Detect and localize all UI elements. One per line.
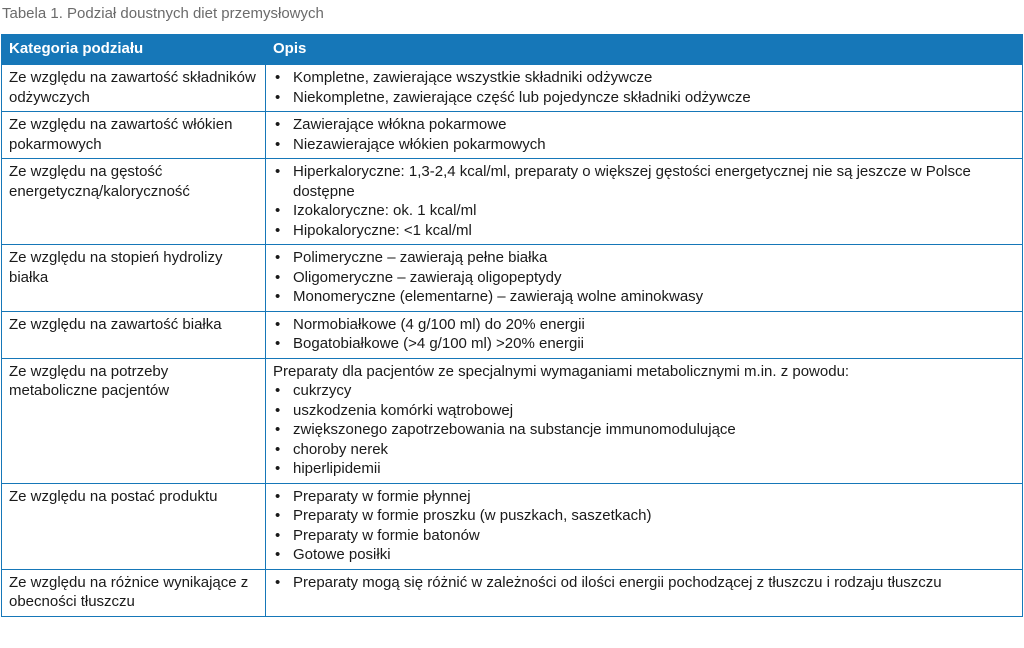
bullet-icon: • bbox=[275, 268, 281, 286]
table-body bbox=[2, 65, 1023, 617]
bullet-item bbox=[273, 268, 1015, 288]
bullet-list bbox=[273, 573, 1015, 593]
bullet-text: Kompletne, zawierające wszystkie składniki odżywcze bbox=[293, 69, 653, 86]
bullet-item bbox=[273, 88, 1015, 108]
bullet-icon: • bbox=[275, 401, 281, 419]
bullet-icon: • bbox=[275, 69, 281, 86]
category-cell: Ze względu na zawartość włókien pokarmowych bbox=[2, 112, 266, 159]
description-cell bbox=[266, 483, 1023, 569]
bullet-list bbox=[273, 68, 1015, 107]
column-header-category: Kategoria podziału bbox=[2, 35, 266, 65]
bullet-text: Preparaty w formie płynnej bbox=[293, 487, 471, 505]
table-row bbox=[2, 65, 1023, 112]
bullet-icon: • bbox=[275, 249, 281, 266]
description-intro: Preparaty dla pacjentów ze specjalnymi wymaganiami metabolicznymi m.in. z powodu: bbox=[273, 362, 850, 380]
description-cell bbox=[266, 159, 1023, 245]
bullet-text: Oligomeryczne – zawierają oligopeptydy bbox=[293, 268, 562, 286]
description-cell bbox=[266, 569, 1023, 616]
bullet-text: Bogatobiałkowe (>4 g/100 ml) >20% energii bbox=[293, 335, 585, 352]
table-row bbox=[2, 569, 1023, 616]
bullet-icon: • bbox=[275, 546, 281, 563]
bullet-item bbox=[273, 68, 1015, 88]
bullet-icon: • bbox=[275, 88, 281, 106]
bullet-text: Niekompletne, zawierające część lub pojedyncze składniki odżywcze bbox=[293, 88, 751, 106]
bullet-text: hiperlipidemii bbox=[293, 460, 381, 477]
category-cell: Ze względu na zawartość białka bbox=[2, 311, 266, 358]
table-caption: Tabela 1. Podział doustnych diet przemysłowych bbox=[2, 5, 324, 22]
category-cell: Ze względu na stopień hydrolizy białka bbox=[2, 245, 266, 312]
bullet-icon: • bbox=[275, 116, 281, 133]
bullet-text: Polimeryczne – zawierają pełne białka bbox=[293, 249, 548, 266]
bullet-list bbox=[273, 115, 1015, 154]
bullet-list bbox=[273, 487, 1015, 565]
bullet-icon: • bbox=[275, 526, 281, 544]
bullet-text: Hipokaloryczne: <1 kcal/ml bbox=[293, 221, 472, 239]
bullet-list bbox=[273, 315, 1015, 354]
bullet-icon: • bbox=[275, 135, 281, 153]
bullet-item bbox=[273, 115, 1015, 135]
bullet-text: choroby nerek bbox=[293, 440, 389, 458]
table-header-row bbox=[2, 35, 1023, 65]
bullet-text: Zawierające włókna pokarmowe bbox=[293, 116, 507, 133]
table-row bbox=[2, 311, 1023, 358]
description-cell bbox=[266, 245, 1023, 312]
category-cell: Ze względu na gęstość energetyczną/kaloryczność bbox=[2, 159, 266, 245]
bullet-item bbox=[273, 287, 1015, 307]
bullet-item bbox=[273, 506, 1015, 526]
bullet-item bbox=[273, 248, 1015, 268]
bullet-icon: • bbox=[275, 421, 281, 438]
bullet-list bbox=[273, 248, 1015, 307]
bullet-item bbox=[273, 526, 1015, 546]
bullet-icon: • bbox=[275, 288, 281, 305]
bullet-text: Gotowe posiłki bbox=[293, 546, 391, 563]
bullet-icon: • bbox=[275, 315, 281, 333]
category-cell: Ze względu na postać produktu bbox=[2, 483, 266, 569]
bullet-item bbox=[273, 135, 1015, 155]
bullet-icon: • bbox=[275, 335, 281, 352]
bullet-text: Hiperkaloryczne: 1,3-2,4 kcal/ml, preparaty o większej gęstości energetycznej nie są jeszcze w Polsce dostępne bbox=[293, 163, 971, 200]
bullet-icon: • bbox=[275, 163, 281, 180]
bullet-item bbox=[273, 573, 1015, 593]
bullet-list bbox=[273, 162, 1015, 240]
bullet-item bbox=[273, 487, 1015, 507]
bullet-icon: • bbox=[275, 382, 281, 399]
bullet-item bbox=[273, 201, 1015, 221]
table-row bbox=[2, 483, 1023, 569]
description-cell bbox=[266, 112, 1023, 159]
table-row bbox=[2, 112, 1023, 159]
bullet-item bbox=[273, 334, 1015, 354]
bullet-item bbox=[273, 440, 1015, 460]
bullet-text: Preparaty w formie proszku (w puszkach, saszetkach) bbox=[293, 507, 652, 524]
column-header-description: Opis bbox=[266, 35, 1023, 65]
bullet-item bbox=[273, 420, 1015, 440]
description-cell bbox=[266, 358, 1023, 483]
category-cell: Ze względu na potrzeby metaboliczne pacjentów bbox=[2, 358, 266, 483]
description-cell bbox=[266, 65, 1023, 112]
bullet-item bbox=[273, 381, 1015, 401]
description-cell bbox=[266, 311, 1023, 358]
table-row bbox=[2, 358, 1023, 483]
bullet-item bbox=[273, 401, 1015, 421]
bullet-icon: • bbox=[275, 573, 281, 591]
bullet-text: Izokaloryczne: ok. 1 kcal/ml bbox=[293, 202, 477, 219]
bullet-icon: • bbox=[275, 507, 281, 524]
bullet-item bbox=[273, 221, 1015, 241]
diet-table bbox=[1, 34, 1023, 617]
bullet-icon: • bbox=[275, 221, 281, 239]
bullet-item bbox=[273, 459, 1015, 479]
bullet-text: Niezawierające włókien pokarmowych bbox=[293, 135, 546, 153]
bullet-text: Normobiałkowe (4 g/100 ml) do 20% energii bbox=[293, 315, 585, 333]
bullet-item bbox=[273, 162, 1015, 201]
bullet-text: uszkodzenia komórki wątrobowej bbox=[293, 401, 514, 419]
bullet-item bbox=[273, 545, 1015, 565]
bullet-text: cukrzycy bbox=[293, 382, 352, 399]
bullet-item bbox=[273, 315, 1015, 335]
bullet-text: Preparaty w formie batonów bbox=[293, 526, 480, 544]
bullet-icon: • bbox=[275, 440, 281, 458]
category-cell: Ze względu na różnice wynikające z obecności tłuszczu bbox=[2, 569, 266, 616]
bullet-list bbox=[273, 381, 1015, 479]
bullet-text: zwiększonego zapotrzebowania na substancje immunomodulujące bbox=[293, 421, 736, 438]
table-row bbox=[2, 159, 1023, 245]
bullet-icon: • bbox=[275, 460, 281, 477]
bullet-icon: • bbox=[275, 487, 281, 505]
category-cell: Ze względu na zawartość składników odżywczych bbox=[2, 65, 266, 112]
bullet-text: Preparaty mogą się różnić w zależności od ilości energii pochodzącej z tłuszczu i rodzaju tłuszczu bbox=[293, 573, 942, 591]
table-row bbox=[2, 245, 1023, 312]
bullet-text: Monomeryczne (elementarne) – zawierają wolne aminokwasy bbox=[293, 288, 704, 305]
bullet-icon: • bbox=[275, 202, 281, 219]
